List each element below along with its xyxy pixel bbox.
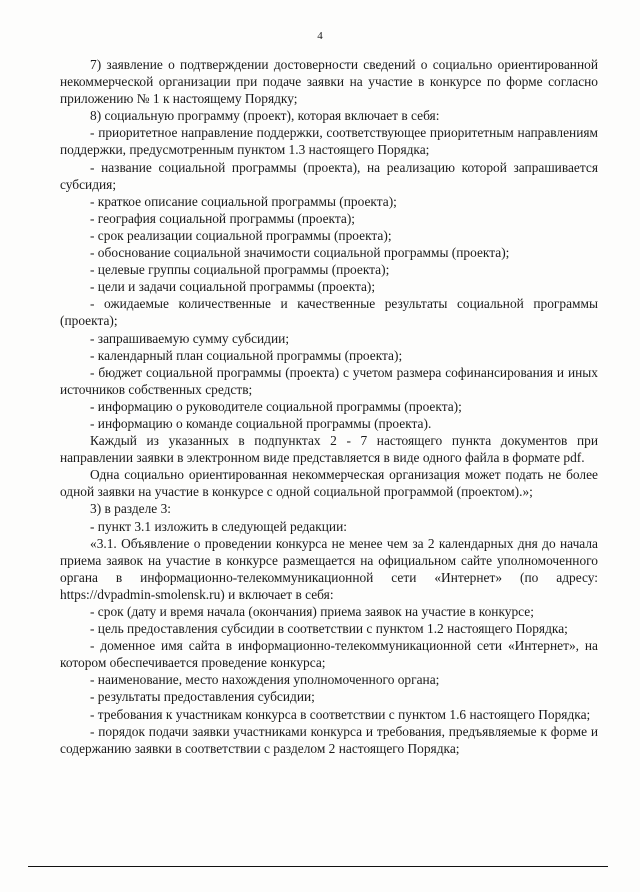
list-item: - приоритетное направление поддержки, соответствующее приоритетным направлениям поддержки, предусмотренным пунктом 1.3 настоящего Порядка; bbox=[60, 125, 598, 158]
paragraph-item-8-social-program: 8) социальную программу (проект), которая включает в себя: bbox=[90, 108, 440, 124]
paragraph-clause-3-1: «3.1. Объявление о проведении конкурса не менее чем за 2 календарных дня до начала приема заявок на участие в конкурсе размещается на официальном сайте уполномоченного органа в информационно-телекоммуникационной сети «Интернет» (по адресу: https://dvpadmin-smolensk.ru) и включает в себя: bbox=[60, 535, 598, 602]
list-item: - цели и задачи социальной программы (проекта); bbox=[90, 279, 376, 295]
paragraph-one-application: Одна социально ориентированная некоммерческая организация может подать не более одной заявки на участие в конкурсе с одной социальной программой (проектом).»; bbox=[60, 467, 598, 500]
paragraph-item-7-statement: 7) заявление о подтверждении достоверности сведений о социально ориентированной некоммерческой организации при подаче заявки на участие в конкурсе по форме согласно приложению № 1 к настоящему Порядку; bbox=[60, 57, 598, 107]
list-item: - наименование, место нахождения уполномоченного органа; bbox=[90, 672, 440, 688]
list-item: - ожидаемые количественные и качественные результаты социальной программы (проекта); bbox=[60, 296, 598, 329]
list-item: - целевые группы социальной программы (проекта); bbox=[90, 262, 390, 278]
list-item: - доменное имя сайта в информационно-телекоммуникационной сети «Интернет», на котором обеспечивается проведение конкурса; bbox=[60, 638, 598, 671]
paragraph-pdf-format: Каждый из указанных в подпунктах 2 - 7 настоящего пункта документов при направлении заявки в электронном виде представляется в виде одного файла в формате pdf. bbox=[60, 433, 598, 466]
list-item: - порядок подачи заявки участниками конкурса и требования, предъявляемые к форме и содержанию заявки в соответствии с разделом 2 настоящего Порядка; bbox=[60, 723, 598, 756]
list-item: - обоснование социальной значимости социальной программы (проекта); bbox=[90, 245, 510, 261]
list-item: - краткое описание социальной программы (проекта); bbox=[90, 193, 397, 209]
bottom-divider bbox=[28, 866, 608, 867]
list-item: - цель предоставления субсидии в соответствии с пунктом 1.2 настоящего Порядка; bbox=[90, 621, 568, 637]
body-text bbox=[60, 56, 598, 757]
paragraph-clause-3-1-intro: - пункт 3.1 изложить в следующей редакции: bbox=[90, 518, 347, 534]
list-item: - срок (дату и время начала (окончания) приема заявок на участие в конкурсе; bbox=[90, 604, 534, 619]
page-number: 4 bbox=[317, 30, 323, 42]
paragraph-section-3: 3) в разделе 3: bbox=[90, 501, 172, 517]
list-item: - информацию о руководителе социальной программы (проекта); bbox=[90, 398, 462, 414]
list-item: - требования к участникам конкурса в соответствии с пунктом 1.6 настоящего Порядка; bbox=[90, 706, 591, 722]
list-item: - срок реализации социальной программы (проекта); bbox=[90, 227, 392, 243]
list-item: - название социальной программы (проекта), на реализацию которой запрашивается субсидия; bbox=[60, 159, 598, 192]
list-item: - география социальной программы (проекта); bbox=[90, 210, 356, 226]
list-item: - информацию о команде социальной программы (проекта). bbox=[90, 415, 432, 431]
list-item: - бюджет социальной программы (проекта) с учетом размера софинансирования и иных источников собственных средств; bbox=[60, 364, 598, 397]
list-item: - календарный план социальной программы (проекта); bbox=[90, 347, 403, 363]
list-item: - результаты предоставления субсидии; bbox=[90, 689, 315, 705]
list-item: - запрашиваемую сумму субсидии; bbox=[90, 330, 290, 346]
